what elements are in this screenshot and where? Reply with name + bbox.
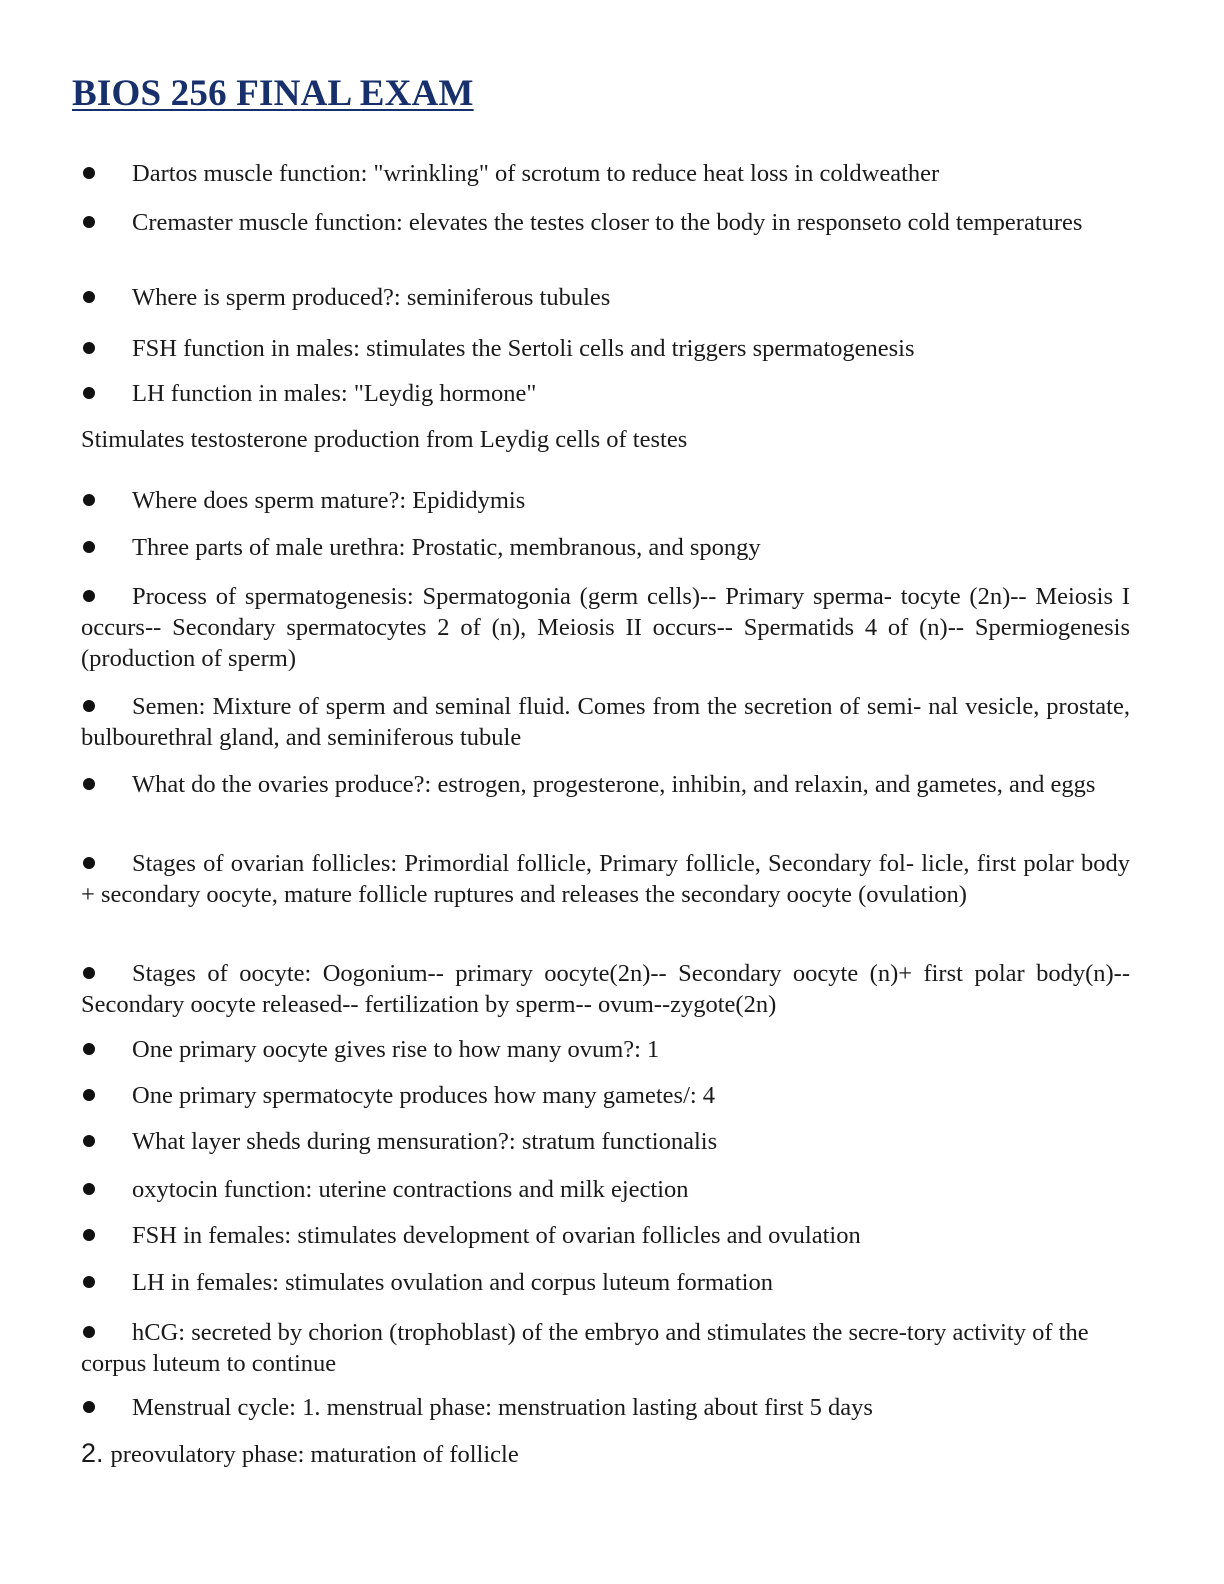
list-item: What layer sheds during mensuration?: stratum functionalis [81, 1126, 1130, 1157]
bullet-icon [83, 167, 95, 179]
bullet-icon [83, 291, 95, 303]
list-item: FSH function in males: stimulates the Sertoli cells and triggers spermatogenesis [81, 333, 1130, 364]
bullet-icon [83, 1276, 95, 1288]
bullet-icon [83, 967, 95, 979]
bullet-icon [83, 494, 95, 506]
list-item: LH function in males: "Leydig hormone" [81, 378, 1130, 409]
list-item: Three parts of male urethra: Prostatic, membranous, and spongy [81, 532, 1130, 563]
bullet-icon [83, 342, 95, 354]
bullet-icon [83, 1401, 95, 1413]
bullet-icon [83, 1135, 95, 1147]
list-item: Semen: Mixture of sperm and seminal fluid. Comes from the secretion of semi- nal vesicle, prostate, bulbourethral gland, and seminiferous tubule [81, 693, 1130, 751]
list-item: Where is sperm produced?: seminiferous tubules [81, 282, 1130, 313]
page-title: BIOS 256 FINAL EXAM [72, 73, 474, 114]
list-item: Stages of ovarian follicles: Primordial follicle, Primary follicle, Secondary fol- licle, first polar body + secondary oocyte, mature follicle ruptures and releases the secondary oocyte (ovulation) [81, 850, 1130, 908]
bullet-icon [83, 590, 95, 602]
bullet-icon [83, 1183, 95, 1195]
list-item: hCG: secreted by chorion (trophoblast) of the embryo and stimulates the secre-tory activity of the corpus luteum to continue [81, 1319, 1089, 1377]
list-item: FSH in females: stimulates development of ovarian follicles and ovulation [81, 1220, 1130, 1251]
list-item: Dartos muscle function: "wrinkling" of scrotum to reduce heat loss in coldweather [81, 158, 1130, 189]
list-number: 2. [81, 1438, 104, 1468]
list-item: Stages of oocyte: Oogonium-- primary oocyte(2n)-- Secondary oocyte (n)+ first polar body(n)-- Secondary oocyte released-- fertilization by sperm-- ovum--zygote(2n) [81, 960, 1130, 1018]
list-item: What do the ovaries produce?: estrogen, progesterone, inhibin, and relaxin, and gametes, and eggs [81, 769, 1130, 800]
bullet-icon [83, 216, 95, 228]
list-item: Menstrual cycle: 1. menstrual phase: menstruation lasting about first 5 days [81, 1392, 1130, 1423]
list-item: Where does sperm mature?: Epididymis [81, 485, 1130, 516]
list-item: One primary oocyte gives rise to how many ovum?: 1 [81, 1034, 1130, 1065]
continuation-text: Stimulates testosterone production from Leydig cells of testes [81, 426, 688, 453]
bullet-icon [83, 1043, 95, 1055]
list-item: LH in females: stimulates ovulation and corpus luteum formation [81, 1267, 1130, 1298]
numbered-line: 2. preovulatory phase: maturation of follicle [81, 1438, 519, 1468]
list-item: oxytocin function: uterine contractions and milk ejection [81, 1174, 1130, 1205]
list-item: Process of spermatogenesis: Spermatogonia (germ cells)-- Primary sperma- tocyte (2n)-- Meiosis I occurs-- Secondary spermatocytes 2 of (n), Meiosis II occurs-- Spermatids 4 of (n)-- Spermiogenesis (production of sperm) [81, 583, 1130, 672]
bullet-icon [83, 541, 95, 553]
bullet-icon [83, 1229, 95, 1241]
bullet-icon [83, 700, 95, 712]
bullet-icon [83, 778, 95, 790]
bullet-icon [83, 387, 95, 399]
list-item: One primary spermatocyte produces how many gametes/: 4 [81, 1080, 1130, 1111]
bullet-icon [83, 1326, 95, 1338]
list-item: Cremaster muscle function: elevates the testes closer to the body in responseto cold temperatures [81, 207, 1130, 238]
bullet-icon [83, 857, 95, 869]
bullet-icon [83, 1089, 95, 1101]
